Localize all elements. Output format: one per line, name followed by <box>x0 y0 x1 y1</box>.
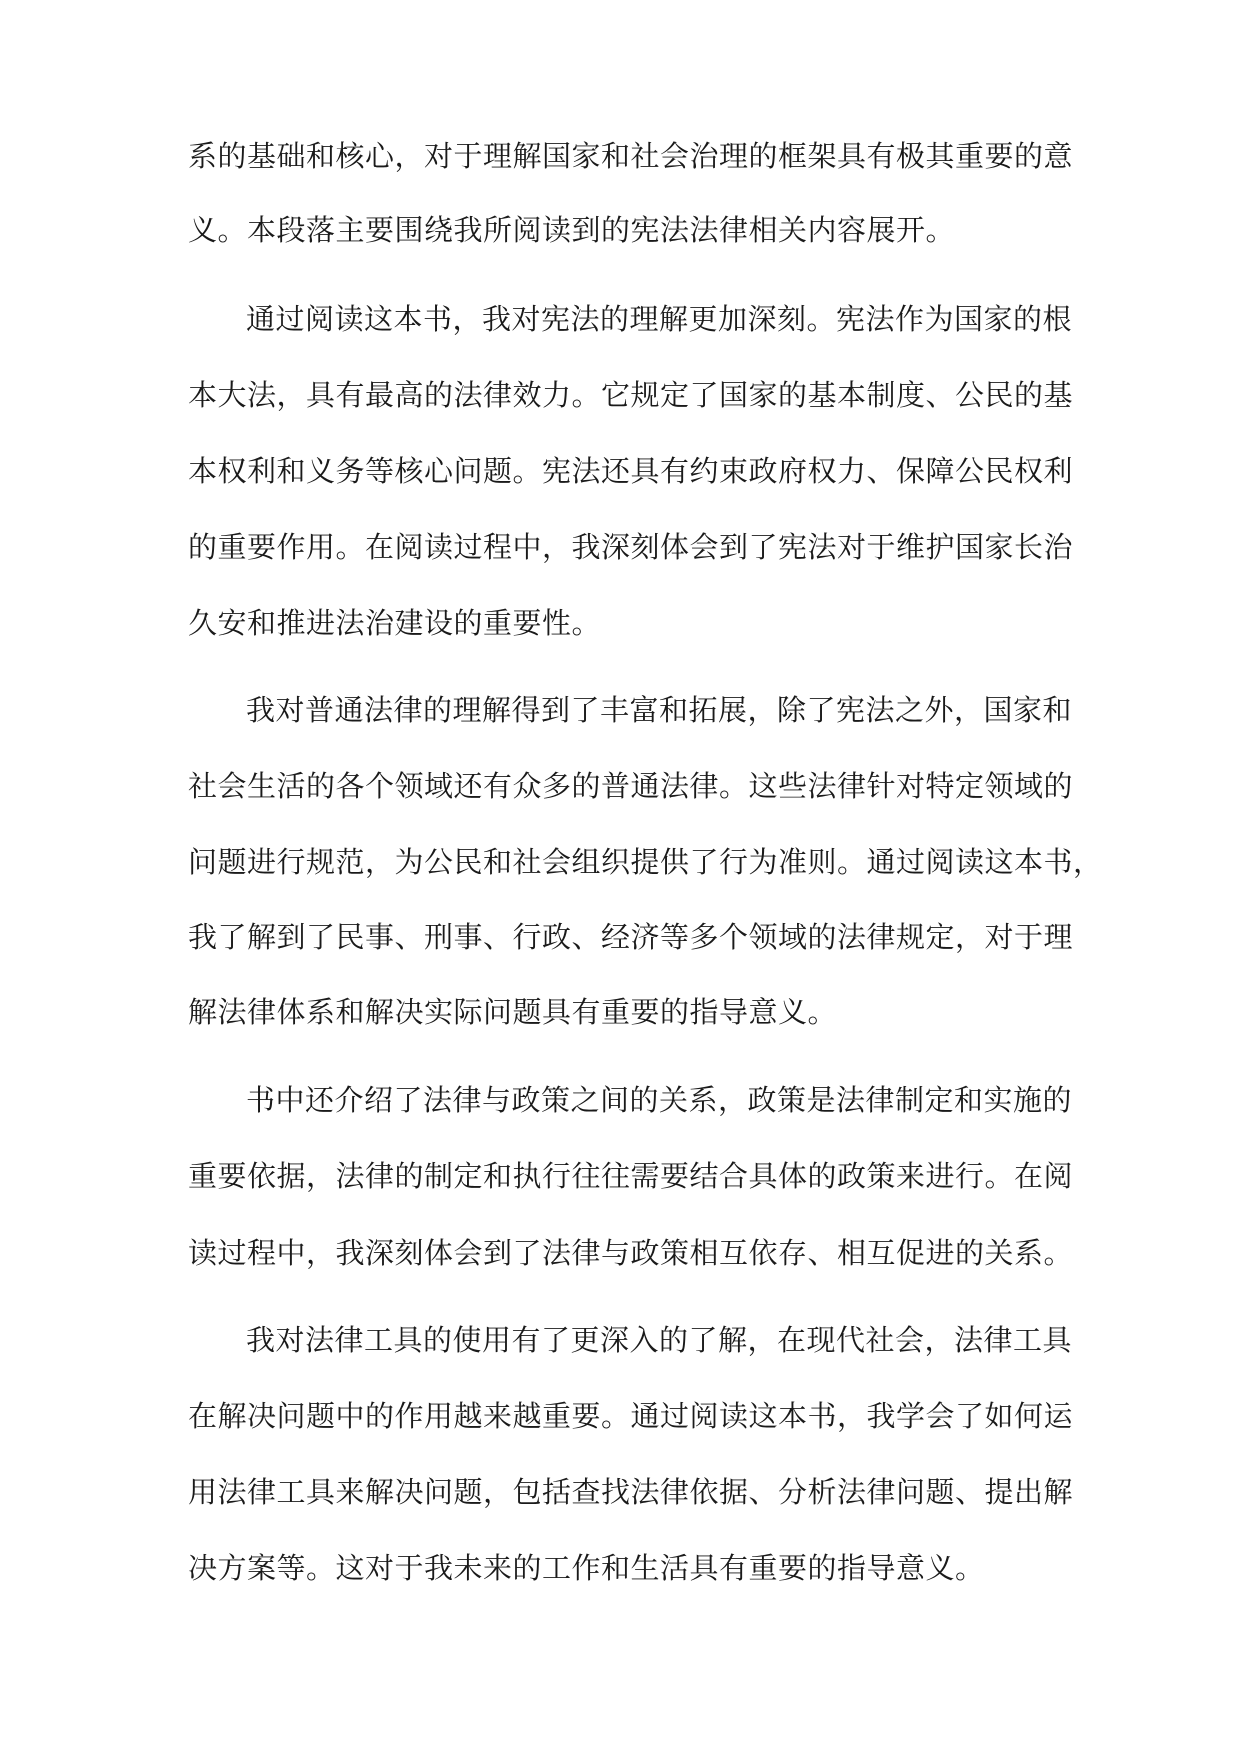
text-line: 问题进行规范，为公民和社会组织提供了行为准则。通过阅读这本书， <box>188 845 1103 879</box>
text-line: 用法律工具来解决问题，包括查找法律依据、分析法律问题、提出解 <box>188 1475 1074 1509</box>
text-line: 社会生活的各个领域还有众多的普通法律。这些法律针对特定领域的 <box>188 769 1074 803</box>
paragraph-first-line: 通过阅读这本书，我对宪法的理解更加深刻。宪法作为国家的根 <box>246 302 1073 336</box>
paragraph-first-line: 我对普通法律的理解得到了丰富和拓展，除了宪法之外，国家和 <box>246 693 1073 727</box>
text-line: 解法律体系和解决实际问题具有重要的指导意义。 <box>188 995 838 1029</box>
text-line: 久安和推进法治建设的重要性。 <box>188 606 602 640</box>
text-line: 系的基础和核心，对于理解国家和社会治理的框架具有极其重要的意 <box>188 139 1074 173</box>
text-line: 决方案等。这对于我未来的工作和生活具有重要的指导意义。 <box>188 1551 985 1585</box>
paragraph-first-line: 书中还介绍了法律与政策之间的关系，政策是法律制定和实施的 <box>246 1083 1073 1117</box>
text-line: 的重要作用。在阅读过程中，我深刻体会到了宪法对于维护国家长治 <box>188 530 1074 564</box>
text-line: 本权利和义务等核心问题。宪法还具有约束政府权力、保障公民权利 <box>188 454 1074 488</box>
text-line: 义。本段落主要围绕我所阅读到的宪法法律相关内容展开。 <box>188 213 956 247</box>
paragraph-first-line: 我对法律工具的使用有了更深入的了解，在现代社会，法律工具 <box>246 1323 1073 1357</box>
text-line: 本大法，具有最高的法律效力。它规定了国家的基本制度、公民的基 <box>188 378 1074 412</box>
text-line: 重要依据，法律的制定和执行往往需要结合具体的政策来进行。在阅 <box>188 1159 1074 1193</box>
text-line: 在解决问题中的作用越来越重要。通过阅读这本书，我学会了如何运 <box>188 1399 1074 1433</box>
text-line: 我了解到了民事、刑事、行政、经济等多个领域的法律规定，对于理 <box>188 920 1074 954</box>
text-line: 读过程中，我深刻体会到了法律与政策相互依存、相互促进的关系。 <box>188 1236 1074 1270</box>
